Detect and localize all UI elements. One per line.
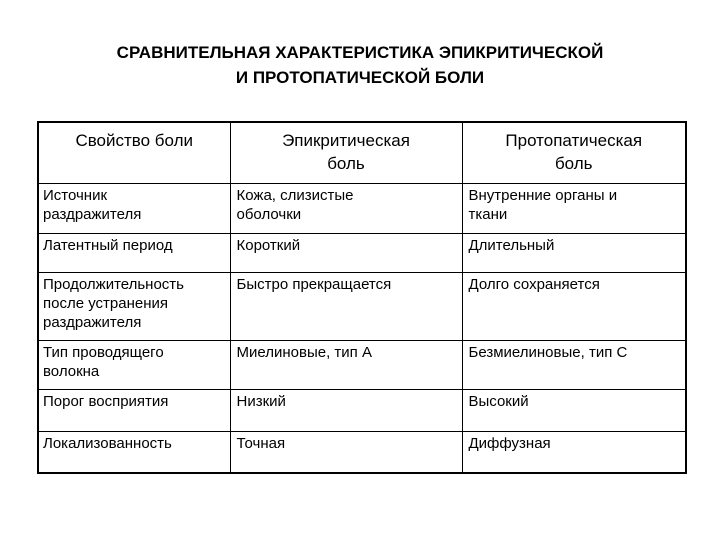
cell-epicritic — [230, 184, 462, 234]
header-protopathic-line-2: боль — [554, 154, 593, 173]
title-line-1: СРАВНИТЕЛЬНАЯ ХАРАКТЕРИСТИКА ЭПИКРИТИЧЕСКОЙ — [116, 43, 604, 62]
cell-line: Быстро прекращается — [236, 276, 392, 293]
cell-line: Внутренние органы и — [468, 187, 618, 204]
cell-property — [38, 432, 230, 474]
cell-line: раздражителя — [43, 314, 142, 331]
cell-epicritic — [230, 390, 462, 432]
cell-property — [38, 390, 230, 432]
table-row — [38, 432, 686, 474]
cell-line: оболочки — [236, 206, 302, 223]
cell-line: Миелиновые, тип А — [236, 344, 372, 361]
table-row — [38, 390, 686, 432]
cell-line: Латентный период — [43, 237, 173, 254]
cell-epicritic — [230, 234, 462, 273]
cell-protopathic — [462, 273, 686, 341]
header-property-label: Свойство боли — [75, 131, 194, 150]
table-row — [38, 273, 686, 341]
cell-line: Локализованность — [43, 435, 172, 452]
header-epicritic — [230, 122, 462, 184]
cell-line: Длительный — [468, 237, 555, 254]
cell-line: после устранения — [43, 295, 169, 312]
cell-line: волокна — [43, 363, 100, 380]
cell-line: Диффузная — [468, 435, 551, 452]
header-epicritic-line-2: боль — [327, 154, 365, 173]
cell-protopathic — [462, 432, 686, 474]
cell-protopathic — [462, 184, 686, 234]
cell-line: Низкий — [236, 393, 286, 410]
cell-protopathic — [462, 390, 686, 432]
cell-property — [38, 273, 230, 341]
cell-line: Источник — [43, 187, 108, 204]
cell-line: Тип проводящего — [43, 344, 164, 361]
header-protopathic-line-1: Протопатическая — [505, 131, 643, 150]
table-row — [38, 234, 686, 273]
cell-line: Короткий — [236, 237, 301, 254]
cell-line: Высокий — [468, 393, 529, 410]
cell-line: раздражителя — [43, 206, 142, 223]
cell-line: Порог восприятия — [43, 393, 169, 410]
cell-line: Безмиелиновые, тип С — [468, 344, 628, 361]
cell-line: Долго сохраняется — [468, 276, 600, 293]
cell-line: Точная — [236, 435, 286, 452]
cell-epicritic — [230, 341, 462, 390]
cell-line: Кожа, слизистые — [236, 187, 354, 204]
cell-property — [38, 341, 230, 390]
table-row — [38, 341, 686, 390]
table-row — [38, 184, 686, 234]
cell-property — [38, 234, 230, 273]
cell-protopathic — [462, 234, 686, 273]
cell-line: Продолжительность — [43, 276, 184, 293]
header-property — [38, 122, 230, 184]
header-epicritic-line-1: Эпикритическая — [282, 131, 410, 150]
page-title — [0, 40, 720, 90]
comparison-table — [37, 121, 687, 474]
cell-property — [38, 184, 230, 234]
cell-protopathic — [462, 341, 686, 390]
cell-line: ткани — [468, 206, 508, 223]
cell-epicritic — [230, 432, 462, 474]
table-header-row — [38, 122, 686, 184]
cell-epicritic — [230, 273, 462, 341]
header-protopathic — [462, 122, 686, 184]
title-line-2: И ПРОТОПАТИЧЕСКОЙ БОЛИ — [235, 68, 485, 87]
